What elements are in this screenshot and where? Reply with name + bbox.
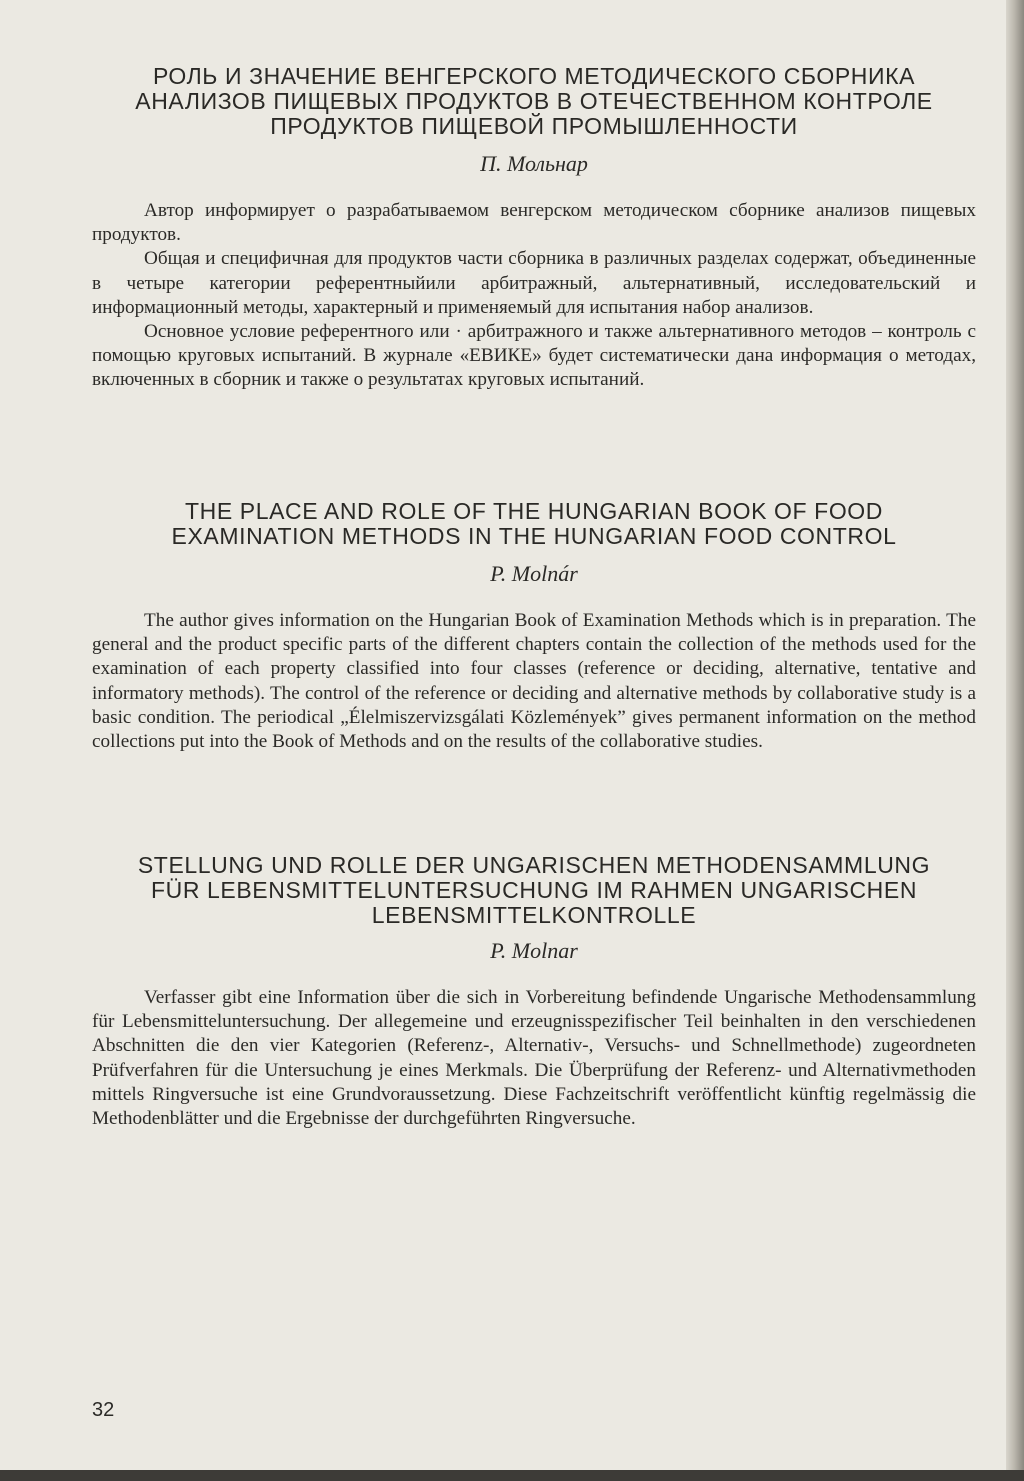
page-number: 32 xyxy=(92,1399,115,1421)
paragraph: Verfasser gibt eine Information über die sich in Vorbereitung befindende Ungarische Methodensammlung für Lebensmitteluntersuchung. Der allegemeine und erzeugnisspezifischer Teil beinhalten in den verschiedenen Abschnitten die den vier Kategorien (Referenz-, Alternativ-, Versuchs- und Schnellmethode) zugeordneten Prüfverfahren für die Untersuchung je eines Merkmals. Die Überprüfung der Referenz- und Alternativmethoden mittels Ringversuche ist eine Grundvoraussetzung. Diese Fachzeitschrift veröffentlicht künftig regelmässig die Methodenblätter und die Ergebnisse der durchgeführten Ringversuche. xyxy=(92,987,976,1130)
abstract-russian xyxy=(92,64,976,393)
title-line: РОЛЬ И ЗНАЧЕНИЕ ВЕНГЕРСКОГО МЕТОДИЧЕСКОГО СБОРНИКА xyxy=(152,63,916,89)
title-line: ПРОДУКТОВ ПИЩЕВОЙ ПРОМЫШЛЕННОСТИ xyxy=(270,113,798,139)
abstract-german xyxy=(92,853,976,1131)
paragraph: The author gives information on the Hungarian Book of Examination Methods which is in preparation. The general and the product specific parts of the different chapters contain the collection of the methods used for the examination of each property classified into four classes (reference or deciding, alternative, tentative and informatory methods). The control of the reference or deciding and alternative methods by collaborative study is a basic condition. The periodical „Élelmiszervizsgálati Közlemények” gives permanent information on the method collections put into the Book of Methods and on the results of the collaborative studies. xyxy=(92,610,976,753)
paragraph: Основное условие референтного или · арбитражного и также альтернативного методов – контроль с помощью круговых испытаний. В журнале «ЕВИКЕ» будет систематически дана информация о методах, включенных в сборник и также о результатах круговых испытаний. xyxy=(92,321,976,391)
article-title-english xyxy=(92,499,976,549)
page-edge xyxy=(1006,0,1024,1481)
title-line: EXAMINATION METHODS IN THE HUNGARIAN FOOD CONTROL xyxy=(171,523,897,549)
author-name: P. Molnár xyxy=(490,561,578,586)
abstract-english xyxy=(92,499,976,754)
paragraph: Автор информирует о разрабатываемом венгерском методическом сборнике анализов пищевых продуктов. xyxy=(92,200,976,246)
title-line: LEBENSMITTELKONTROLLE xyxy=(371,902,697,928)
paragraph: Общая и специфичная для продуктов части сборника в различных разделах содержат, объединенные в четыре категории референтныйили арбитражный, альтернативный, исследовательский и информационный методы, характерный и применяемый для испытания набор анализов. xyxy=(92,248,976,318)
author-name: P. Molnar xyxy=(490,938,578,963)
title-line: FÜR LEBENSMITTELUNTERSUCHUNG IM RAHMEN UNGARISCHEN xyxy=(150,877,918,903)
abstract-body xyxy=(92,609,976,754)
author-name: П. Мольнар xyxy=(480,151,588,176)
article-title-german xyxy=(92,853,976,928)
title-line: THE PLACE AND ROLE OF THE HUNGARIAN BOOK OF FOOD xyxy=(184,498,884,524)
scan-border xyxy=(0,1470,1024,1481)
title-line: STELLUNG UND ROLLE DER UNGARISCHEN METHODENSAMMLUNG xyxy=(137,852,931,878)
title-line: АНАЛИЗОВ ПИЩЕВЫХ ПРОДУКТОВ В ОТЕЧЕСТВЕННОМ КОНТРОЛЕ xyxy=(135,88,933,114)
abstract-body xyxy=(92,986,976,1131)
article-title-russian xyxy=(92,64,976,139)
abstract-body xyxy=(92,199,976,393)
